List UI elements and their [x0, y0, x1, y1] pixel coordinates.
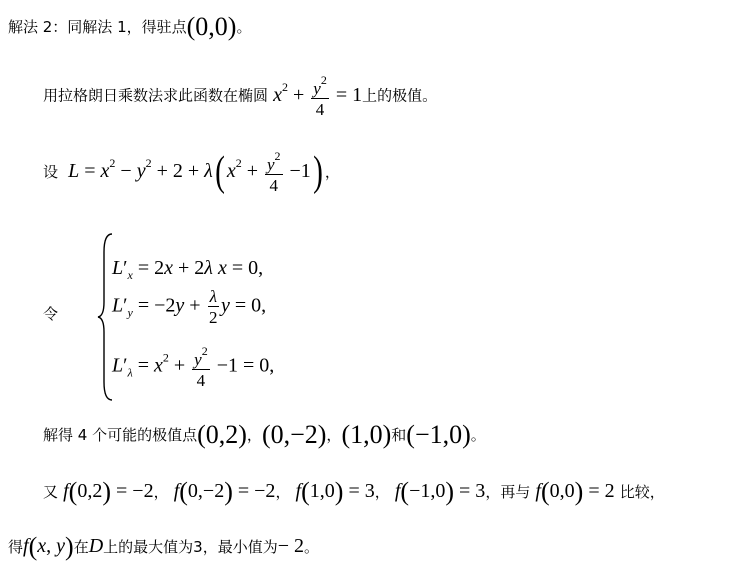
value-f-0-0: f(0,0) = 2 — [535, 477, 615, 506]
line-1-text: 解法 2：同解法 1，得驻点 — [8, 18, 187, 36]
separator: ， — [326, 426, 342, 444]
and-word: 和 — [391, 426, 407, 444]
line-2-prefix: 用拉格朗日乘数法求此函数在椭圆 — [43, 86, 269, 105]
line-6-prefix: 得 — [8, 538, 24, 556]
equation-3: $L'_\lambda = x^2$ + $\frac{y^2}{4}$ −1 = 0, — [112, 344, 275, 390]
equation-2: $L'_y = -2y$ + $\frac{\lambda}{2}$ y = 0, — [112, 287, 267, 327]
equation-1: $L'_x = 2x + 2\lambda$ x = 0, — [112, 257, 264, 282]
point-2: (0,−2) — [261, 420, 327, 449]
line-4-end: 。 — [470, 426, 486, 444]
value-f-neg1-0: f(−1,0) = 3 — [394, 477, 486, 506]
value-f-1-0: f(1,0) = 3 — [295, 477, 375, 506]
line-5-compare: 比较， — [619, 483, 665, 501]
system-label: 令 — [43, 305, 59, 323]
separator: ， — [153, 483, 169, 501]
lagrange-function: $L = x^2 - y^2 + 2 + \lambda$( $x^2$ + $\frac{y^2}{4}$ −1) — [68, 149, 323, 196]
line-6-end: 。 — [304, 538, 320, 556]
separator: ， — [374, 483, 390, 501]
line-2-suffix: 上的极值。 — [362, 86, 438, 105]
line-1-end: 。 — [236, 18, 252, 36]
line-5-prefix: 又 — [43, 483, 59, 501]
line-5-tail: ，再与 — [485, 483, 531, 501]
separator: ， — [275, 483, 291, 501]
point-4: (−1,0) — [406, 420, 471, 449]
stationary-point: (0,0) — [186, 12, 237, 41]
line-5 — [43, 477, 665, 507]
line-6 — [8, 532, 319, 562]
minimum-value: − 2 — [277, 535, 304, 557]
value-f-0-neg2: f(0,−2) = −2 — [173, 477, 276, 506]
line-6-mid: 在 — [73, 538, 89, 556]
line-3 — [43, 148, 340, 196]
line-4-prefix: 解得 4 个可能的极值点 — [43, 426, 198, 444]
domain-symbol: D — [88, 535, 104, 557]
function-f-xy: f(x, y) — [23, 532, 74, 561]
point-1: (0,2) — [197, 420, 247, 449]
line-2 — [43, 74, 437, 118]
line-3-suffix: ， — [324, 163, 340, 181]
separator: ， — [246, 426, 262, 444]
value-f-0-2: f(0,2) = −2 — [63, 477, 154, 506]
line-4 — [43, 420, 486, 450]
point-3: (1,0) — [341, 420, 392, 449]
line-3-prefix: 设 — [43, 163, 59, 181]
line-1 — [8, 12, 251, 42]
ellipse-equation: $x^2$ + $\frac{y^2}{4}$ = 1 — [273, 73, 363, 119]
line-6-text: 上的最大值为3，最小值为 — [103, 538, 278, 556]
